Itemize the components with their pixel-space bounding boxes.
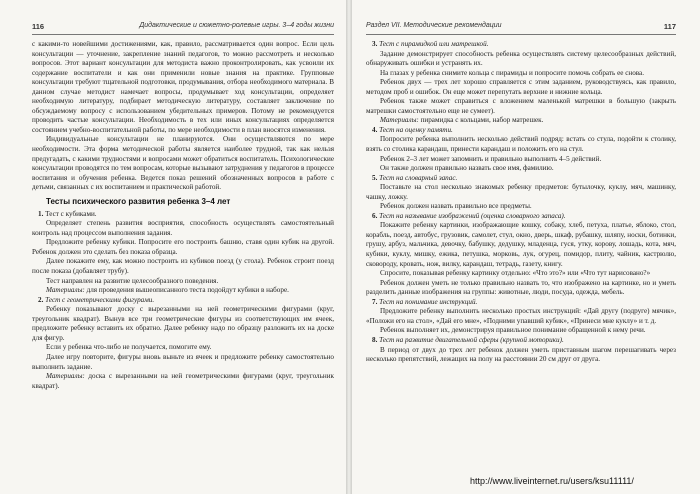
test-title: 6. Тест на называние изображений (оценка словарного запаса).: [372, 211, 566, 220]
test-title: 7. Тест на понимание инструкций.: [372, 297, 478, 306]
paragraph: Поставьте на стол несколько знакомых ребенку предметов: бутылочку, куклу, мяч, машинку, чашку, ложку.: [366, 183, 676, 201]
paragraph: Предложите ребенку выполнить несколько простых инструкций: «Дай другу (подруге) мячик», «Положи его на стол», «Дай его мне», «Подними упавший кубик», «Принеси мне куклу» и т. д.: [366, 307, 676, 325]
paragraph: В период от двух до трех лет ребенок должен уметь приставным шагом перешагивать через несколько препятствий, лежащих на полу на расстоянии 20 см друг от друга.: [366, 345, 676, 364]
paragraph: Ребенок 2–3 лет может запомнить и правильно выполнить 4–5 действий.: [380, 154, 602, 163]
paragraph: Спросите, показывая ребенку картинку отдельно: «Что это?» или «Что тут нарисовано?»: [380, 269, 651, 278]
right-page: [352, 0, 700, 494]
test-number: 4.: [372, 125, 378, 134]
materials: Материалы: доска с вырезанными на ней геометрическими фигурами (круг, треугольник квадрат).: [32, 372, 334, 390]
paragraph: с какими-то новейшими достижениями, как, правило, рассматривается один вопрос. Если цель консультации — уточнение, закрепление знаний педагогов, то можно рассмотреть и несколько вопросов. Этот вариант консультации для методиста важно проконтролировать, как усвоили их содержание воспитатели и как они применили новые знания на практике. Групповые консультации требуют тщательной подготовки, продумывания, отбора необходимого материала. В данном случае методист намечает вопросы, продумывает ход консультации, определяет необходимую литературу, подбирает методическую литературу, составляет заключение по обсуждаемому вопросу с использованием убедительных примеров. Потому не рекомендуется проводить частые консультации. Необходимость в тех или иных консультациях определяется состоянием учебно-воспитательной работы, по мере необходимости в план вносятся изменения.: [32, 40, 334, 134]
paragraph: Индивидуальные консультации не планируются. Они осуществляются по мере необходимости. Эта форма методической работы является наиболее трудной, так как нельзя предугадать, с какими трудностями и вопросами может обратиться воспитатель. Психологические консультации проводятся по тем вопросам, которые вызывают затруднения у педагогов в процессе воспитания и обучения ребенка. Ведется показ решений обозначенных вопросов в работе с детьми, связанных с их воспитанием и практической работой.: [32, 135, 334, 192]
test-title: 8. Тест на развитие двигательной сферы (крупной моторики).: [372, 335, 564, 344]
test-number: 2.: [38, 295, 44, 304]
paragraph: Если у ребенка что-либо не получается, помогите ему.: [46, 343, 212, 352]
test-number: 5.: [372, 173, 378, 182]
test-number: 8.: [372, 335, 378, 344]
paragraph: Попросите ребенка выполнить несколько действий подряд: встать со стула, подойти к столику, взять со столика карандаш, принести карандаш и положить его на стул.: [366, 135, 676, 154]
paragraph: Ребенок также может справиться с вложением маленькой матрешки в большую (закрыть матрешки самостоятельно еще не сумеет).: [366, 97, 676, 115]
test-number: 7.: [372, 297, 378, 306]
paragraph: Далее покажите ему, как можно построить из кубиков поезд (у стола). Ребенок строит поезд после показа (добавляет трубу).: [32, 257, 334, 276]
right-page-number: 117: [663, 22, 676, 31]
paragraph: Задание демонстрирует способность ребенка осуществлять систему целесообразных действий, обнаруживать ошибки и устранять их.: [366, 49, 676, 68]
left-page: [0, 0, 346, 494]
paragraph: На глазах у ребенка снимите кольца с пирамиды и попросите помочь собрать ее снова.: [380, 68, 644, 77]
paragraph: Определяет степень развития восприятия, способность осуществлять самостоятельный контроль над процессом выполнения задания.: [32, 219, 334, 237]
test-title: 2. Тест с геометрическими фигурами.: [38, 295, 155, 304]
paragraph: Ребенок должен уметь не только правильно назвать то, что изображено на картинке, но и уметь разделить данные изображения на группы: животные, люди, посуда, одежда, мебель.: [366, 278, 676, 297]
section-heading: Тесты психического развития ребенка 3–4 лет: [46, 196, 231, 206]
right-running-title: Раздел VII. Методические рекомендации: [366, 22, 502, 29]
paragraph: Ребенку показывают доску с вырезанными на ней геометрическими фигурами (круг, треугольник квадрат). Вынув все три геометрические фигуры из соответствующих им ячеек, предложите ребенку вставить их обратно. Далее ребенку надо по образцу разложить их на доске для фигур.: [32, 305, 334, 342]
left-page-number: 116: [32, 22, 45, 31]
materials: Материалы: для проведения вышеописанного теста подойдут кубики в наборе.: [46, 286, 289, 295]
paragraph: Тест направлен на развитие целесообразного поведения.: [46, 276, 219, 285]
right-page-header: [366, 22, 676, 35]
paragraph: Предложите ребенку кубики. Попросите его построить башню, ставя один кубик на другой. Ребенок должен это сделать без показа образца.: [32, 238, 334, 256]
right-page-body: [366, 40, 676, 365]
test-title: 5. Тест на словарный запас.: [372, 173, 458, 182]
left-running-title: Дидактические и сюжетно-ролевые игры. 3–4 годы жизни: [139, 22, 334, 29]
paragraph: Далее игру повторите, фигуры вновь выньте из ячеек и предложите ребенку самостоятельно выполнить задание.: [32, 352, 334, 371]
test-number: 6.: [372, 211, 378, 220]
left-page-body: [32, 40, 334, 391]
left-page-header: [32, 22, 334, 35]
paragraph: Ребенок выполняет их, демонстрируя правильное понимание обращенной к нему речи.: [380, 326, 646, 335]
test-title: 1. Тест с кубиками.: [38, 209, 97, 218]
test-title: 3. Тест с пирамидкой или матрешкой.: [372, 40, 489, 48]
test-number: 3.: [372, 40, 378, 48]
materials: Материалы: пирамидка с кольцами, набор матрешек.: [380, 116, 544, 125]
paragraph: Ребенок должен назвать правильно все предметы.: [380, 202, 532, 211]
paragraph: Ребенок двух — трех лет хорошо справляется с этим заданием, руководствуясь, как правило, методом проб и ошибок. Он еще может перепутать верхние и нижние кольца.: [366, 78, 676, 96]
watermark-url: http://www.liveinternet.ru/users/ksu11111/: [470, 476, 634, 486]
paragraph: Покажите ребенку картинки, изображающие кошку, собаку, хлеб, петуха, платье, яблоко, стол, корабль, поезд, автобус, грузовик, самолет, стул, окно, дверь, шкаф, рубашку, шляпу, носки, ботинки, грушу, арбуз, мальчика, девочку, бабушку, дедушку, младенца, гуся, утку, корову, лошадь, кота, мяч, кубики, куклу, мишку, ежика, петушка, морковь, лук, огурец, помидор, плиту, чайник, кастрюлю, сковороду, кровать, нож, вилку, карандаш, тетрадь, газету, книгу.: [366, 221, 676, 268]
test-number: 1.: [38, 209, 44, 218]
paragraph: Он также должен правильно назвать свое имя, фамилию.: [380, 164, 554, 173]
test-title: 4. Тест на оценку памяти.: [372, 125, 453, 134]
